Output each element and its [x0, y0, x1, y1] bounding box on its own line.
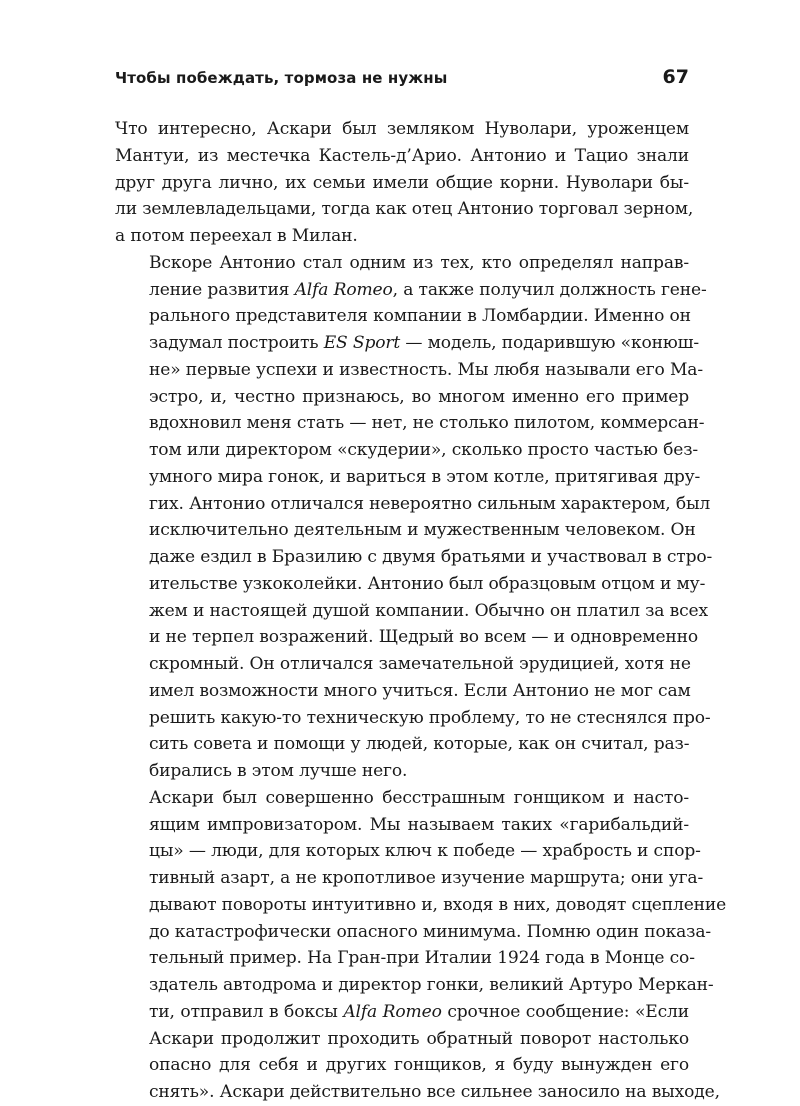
- text-line: рального представителя компании в Ломбардии. Именно он: [149, 306, 691, 327]
- text-line: эстро, и, честно признаюсь, во многом именно его пример: [149, 386, 689, 407]
- text-line: до катастрофически опасного минимума. Помню один показа-: [149, 921, 711, 942]
- text-line: и не терпел возражений. Щедрый во всем — и одновременно: [149, 627, 699, 648]
- italic-term: Alfa Romeo: [294, 279, 393, 300]
- text-line: сить совета и помощи у людей, которые, как он считал, раз-: [149, 734, 690, 755]
- text-line: вдохновил меня стать — нет, не столько пилотом, коммерсан-: [149, 413, 705, 434]
- text-line: ление развития Alfa Romeo, а также получил должность гене-: [149, 279, 707, 300]
- paragraph: [115, 116, 694, 250]
- text-line: а потом переехал в Милан.: [115, 226, 358, 246]
- text-line: друг друга лично, их семьи имели общие корни. Нуволари бы-: [115, 172, 689, 193]
- text-line: жем и настоящей душой компании. Обычно он платил за всех: [149, 600, 708, 621]
- text-line: бирались в этом лучше него.: [149, 761, 408, 781]
- body-text: [115, 116, 727, 1106]
- text-line: ти, отправил в боксы Alfa Romeo срочное сообщение: «Если: [149, 1001, 690, 1022]
- text-line: ли землевладельцами, тогда как отец Антонио торговал зерном,: [115, 199, 694, 220]
- text-line: Что интересно, Аскари был земляком Нуволари, уроженцем: [115, 119, 689, 139]
- text-line: гих. Антонио отличался невероятно сильным характером, был: [149, 493, 711, 514]
- text-line: снять». Аскари действительно все сильнее заносило на выходе,: [149, 1082, 720, 1102]
- text-line: имел возможности много учиться. Если Антонио не мог сам: [149, 680, 691, 701]
- text-line: цы» — люди, для которых ключ к победе — храбрость и спор-: [149, 841, 701, 862]
- text-line: тельный пример. На Гран-при Италии 1924 года в Монце со-: [149, 948, 695, 969]
- italic-term: ES Sport: [323, 333, 401, 353]
- text-line: решить какую-то техническую проблему, то не стеснялся про-: [149, 707, 711, 728]
- text-line: исключительно деятельным и мужественным человеком. Он: [149, 520, 696, 541]
- running-title: Чтобы побеждать, тормоза не нужны: [115, 69, 448, 87]
- paragraph: [115, 250, 713, 785]
- italic-term: Alfa Romeo: [343, 1001, 442, 1022]
- text-line: тивный азарт, а не кропотливое изучение маршрута; они уга-: [149, 868, 704, 888]
- text-line: Мантуи, из местечка Кастель-д’Арио. Антонио и Тацио знали: [115, 145, 689, 166]
- text-line: ящим импровизатором. Мы называем таких «гарибальдий-: [149, 814, 689, 835]
- text-line: Аскари был совершенно бесстрашным гонщиком и насто-: [149, 787, 689, 808]
- text-line: том или директором «скудерии», сколько просто частью без-: [149, 440, 699, 460]
- text-line: не» первые успехи и известность. Мы любя называли его Ма-: [149, 359, 703, 380]
- text-line: даже ездил в Бразилию с двумя братьями и участвовал в стро-: [149, 547, 713, 567]
- text-line: дывают повороты интуитивно и, входя в них, доводят сцепление: [149, 894, 727, 915]
- text-line: умного мира гонок, и вариться в этом котле, притягивая дру-: [149, 466, 701, 487]
- text-line: опасно для себя и других гонщиков, я буду вынужден его: [149, 1055, 689, 1076]
- book-page: [115, 66, 727, 1106]
- text-line: здатель автодрома и директор гонки, великий Артуро Меркан-: [149, 975, 714, 995]
- text-line: скромный. Он отличался замечательной эрудицией, хотя не: [149, 654, 691, 674]
- text-line: Аскари продолжит проходить обратный поворот настолько: [149, 1028, 689, 1049]
- page-number: 67: [662, 66, 689, 88]
- paragraph: [115, 785, 727, 1106]
- running-head: [115, 66, 689, 94]
- text-line: ительстве узкоколейки. Антонио был образцовым отцом и му-: [149, 573, 706, 594]
- text-line: Вскоре Антонио стал одним из тех, кто определял направ-: [149, 252, 689, 273]
- text-line: задумал построить ES Sport — модель, подарившую «конюш-: [149, 333, 700, 353]
